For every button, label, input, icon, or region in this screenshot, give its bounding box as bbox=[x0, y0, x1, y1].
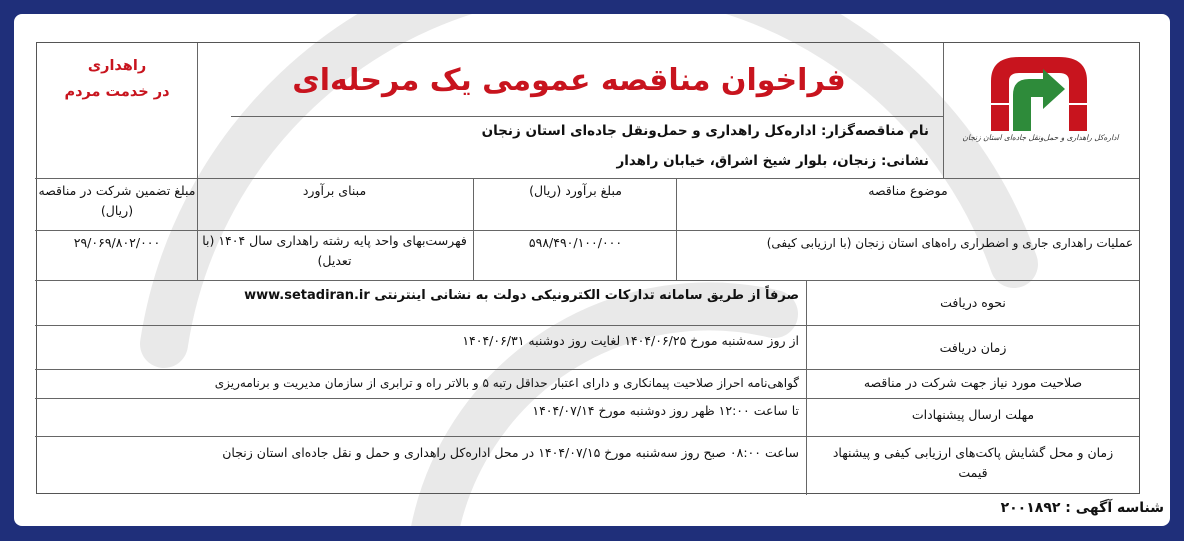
notice-card bbox=[14, 14, 1170, 526]
basis-value: فهرست‌بهای واحد پایه رشته راهداری سال ۱۴۰۴ (با تعدیل) bbox=[202, 233, 467, 268]
slogan bbox=[37, 53, 197, 105]
col-subject: موضوع مناقصه bbox=[868, 183, 948, 198]
estimate-value: ۵۹۸/۴۹۰/۱۰۰/۰۰۰ bbox=[528, 235, 623, 250]
row-label-deadline: مهلت ارسال پیشنهادات bbox=[911, 407, 1035, 422]
slogan-line1: راهداری bbox=[87, 58, 147, 74]
col-guarantee: مبلغ تضمین شرکت در مناقصه (ریال) bbox=[38, 183, 196, 218]
row-label-receive-time: زمان دریافت bbox=[939, 340, 1007, 355]
row-value-deadline: تا ساعت ۱۲:۰۰ ظهر روز دوشنبه مورخ ۱۴۰۴/۰۷/۱۴ bbox=[532, 403, 799, 418]
logo-caption: اداره‌کل راهداری و حمل‌ونقل جاده‌ای استان زنجان bbox=[962, 133, 1119, 142]
slogan-line2: در خدمت مردم bbox=[64, 84, 170, 100]
logo bbox=[944, 43, 1139, 178]
col-estimate: مبلغ برآورد (ریال) bbox=[529, 183, 622, 198]
guarantee-value: ۲۹/۰۶۹/۸۰۲/۰۰۰ bbox=[73, 235, 161, 250]
row-label-qualification: صلاحیت مورد نیاز جهت شرکت در مناقصه bbox=[863, 375, 1083, 390]
subject-value: عملیات راهداری جاری و اضطراری راه‌های استان زنجان (با ارزیابی کیفی) bbox=[766, 236, 1133, 250]
page-title: فراخوان مناقصه عمومی یک مرحله‌ای bbox=[292, 63, 846, 98]
notice-table bbox=[36, 42, 1140, 494]
announcement-id: شناسه آگهی : ۲۰۰۱۸۹۲ bbox=[1000, 500, 1164, 516]
organizer-address: نشانی: زنجان، بلوار شیخ اشراق، خیابان راهدار bbox=[616, 153, 929, 169]
row-value-receive-method: صرفاً از طریق سامانه تدارکات الکترونیکی دولت به نشانی اینترنتی www.setadiran.ir bbox=[244, 288, 799, 303]
row-value-receive-time: از روز سه‌شنبه مورخ ۱۴۰۴/۰۶/۲۵ لغایت روز دوشنبه ۱۴۰۴/۰۶/۳۱ bbox=[462, 333, 799, 348]
row-label-receive-method: نحوه دریافت bbox=[940, 295, 1006, 310]
row-value-qualification: گواهی‌نامه احراز صلاحیت پیمانکاری و دارای اعتبار حداقل رتبه ۵ و بالاتر راه و ترابری از سازمان مدیریت و برنامه‌ریزی bbox=[214, 376, 799, 390]
row-value-opening: ساعت ۰۸:۰۰ صبح روز سه‌شنبه مورخ ۱۴۰۴/۰۷/۱۵ در محل اداره‌کل راهداری و حمل و نقل جاده‌ای استان زنجان bbox=[222, 445, 799, 460]
row-label-opening: زمان و محل گشایش پاکت‌های ارزیابی کیفی و پیشنهاد قیمت bbox=[832, 445, 1114, 480]
organizer-name: نام مناقصه‌گزار: اداره‌کل راهداری و حمل‌ونقل جاده‌ای استان زنجان bbox=[481, 123, 929, 139]
col-basis: مبنای برآورد bbox=[302, 183, 367, 198]
